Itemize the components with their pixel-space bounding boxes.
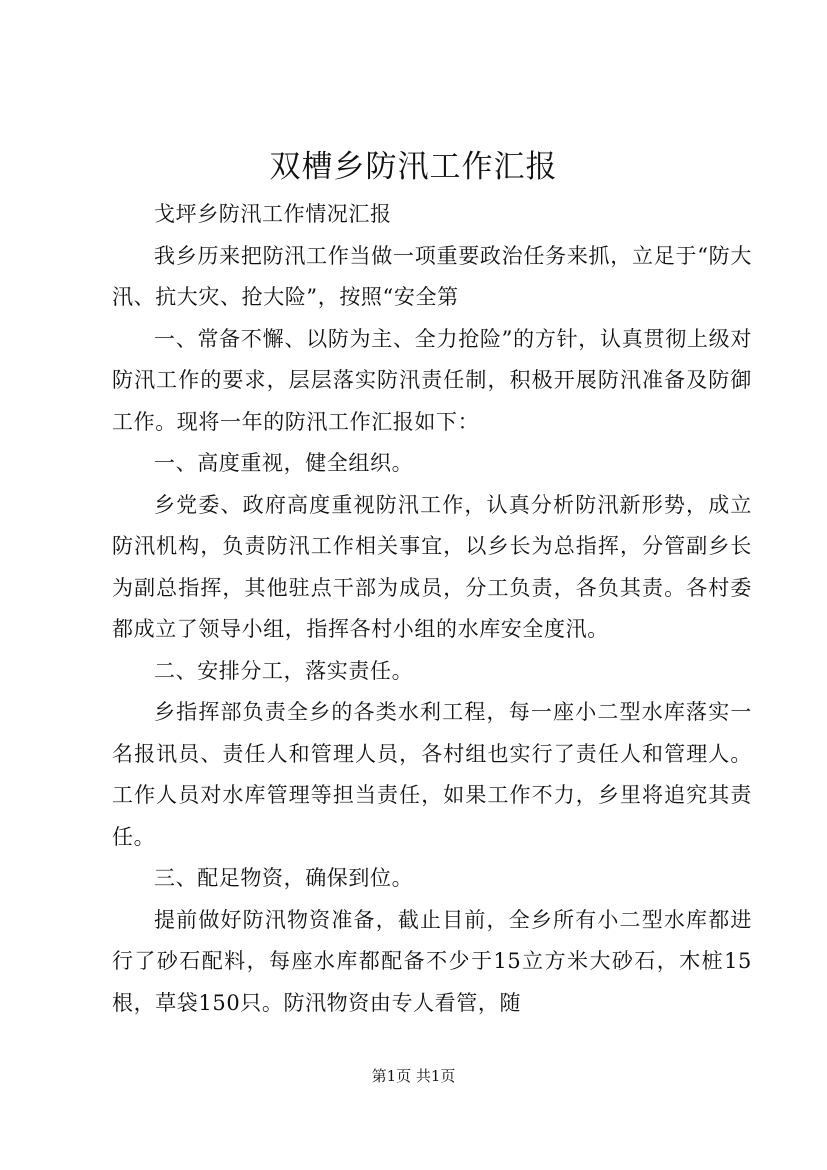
paragraph-subtitle: 戈坪乡防汛工作情况汇报 <box>154 202 392 226</box>
paragraph-intro: 我乡历来把防汛工作当做一项重要政治任务来抓，立足于“防大汛、抗大灾、抢大险”，按照“安全第 <box>112 243 752 309</box>
section-heading-1: 一、高度重视，健全组织。 <box>154 451 414 475</box>
document-title: 双槽乡防汛工作汇报 <box>269 149 558 185</box>
paragraph-materials: 提前做好防汛物资准备，截止目前，全乡所有小二型水库都进行了砂石配料，每座水库都配备不少于15立方米大砂石，木桩15根，草袋150只。防汛物资由专人看管，随 <box>112 907 752 1015</box>
section-heading-3: 三、配足物资，确保到位。 <box>154 866 414 890</box>
paragraph-organization: 乡党委、政府高度重视防汛工作，认真分析防汛新形势，成立防汛机构，负责防汛工作相关事宜，以乡长为总指挥，分管副乡长为副总指挥，其他驻点干部为成员，分工负责，各负其责。各村委都成立了领导小组，指挥各村小组的水库安全度汛。 <box>112 492 752 641</box>
document-body <box>112 194 752 1024</box>
paragraph-policy: 一、常备不懈、以防为主、全力抢险”的方针，认真贯彻上级对防汛工作的要求，层层落实防汛责任制，积极开展防汛准备及防御工作。现将一年的防汛工作汇报如下： <box>112 326 752 434</box>
section-heading-2: 二、安排分工，落实责任。 <box>154 658 414 683</box>
paragraph-responsibility: 乡指挥部负责全乡的各类水利工程，每一座小二型水库落实一名报讯员、责任人和管理人员，各村组也实行了责任人和管理人。工作人员对水库管理等担当责任，如果工作不力，乡里将追究其责任。 <box>112 700 752 849</box>
page-footer: 第1页 共1页 <box>371 1067 456 1085</box>
